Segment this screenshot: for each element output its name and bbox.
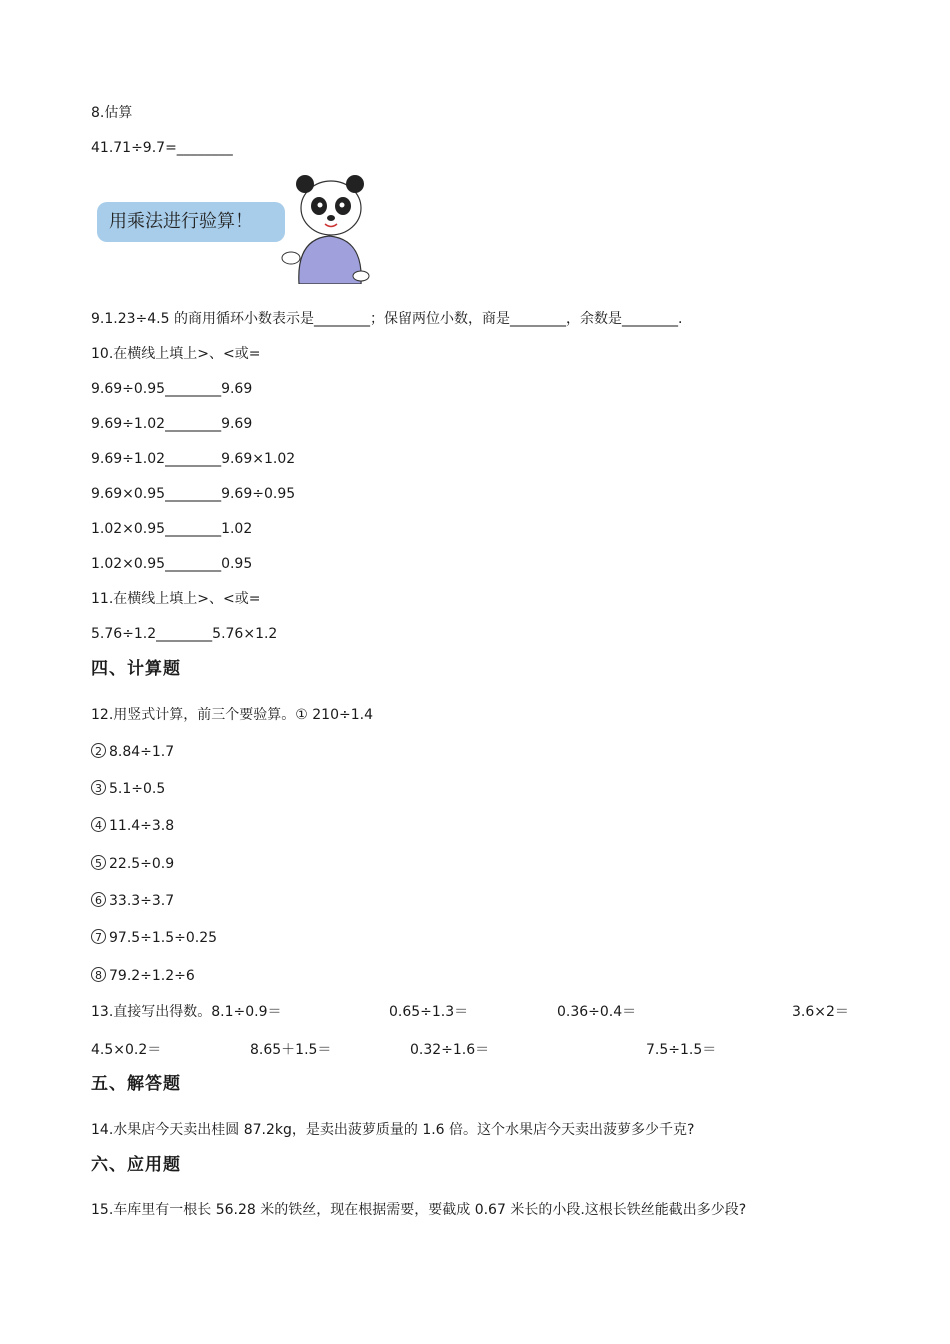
q13-problem: 0.65÷1.3＝ [389, 1004, 469, 1020]
q11-title: 11.在横线上填上>、<或= [91, 591, 261, 607]
q12-expression: 22.5÷0.9 [109, 856, 175, 872]
circled-number: 2 [91, 743, 106, 758]
circled-number: 6 [91, 892, 106, 907]
q12-item [91, 780, 165, 798]
speech-bubble-text: 用乘法进行验算！ [109, 211, 253, 232]
section-heading-6: 六、应用题 [91, 1155, 181, 1175]
q13-problem: 0.32÷1.6＝ [410, 1042, 490, 1058]
circled-number: 8 [91, 967, 106, 982]
q12-item [91, 892, 174, 910]
q13-problem: 4.5×0.2＝ [91, 1042, 162, 1058]
q12-item [91, 967, 195, 985]
q10-row: 1.02×0.95________1.02 [91, 521, 253, 537]
q15-text: 15.车库里有一根长 56.28 米的铁丝，现在根据需要，要截成 0.67 米长的小段.这根长铁丝能截出多少段? [91, 1202, 747, 1218]
circled-number: 4 [91, 817, 106, 832]
q13-problem: 0.36÷0.4＝ [557, 1004, 637, 1020]
q12-item [91, 743, 174, 761]
q12-expression: 5.1÷0.5 [109, 781, 166, 797]
q13-problem: 8.65＋1.5＝ [250, 1042, 332, 1058]
q10-row: 9.69÷1.02________9.69×1.02 [91, 451, 296, 467]
q11-row: 5.76÷1.2________5.76×1.2 [91, 626, 278, 642]
q10-row: 1.02×0.95________0.95 [91, 556, 253, 572]
panda-illustration [95, 172, 375, 284]
q10-title: 10.在横线上填上>、<或= [91, 346, 261, 362]
q10-row: 9.69×0.95________9.69÷0.95 [91, 486, 296, 502]
q13-title: 13.直接写出得数。8.1÷0.9＝ [91, 1004, 282, 1020]
circled-number: 7 [91, 929, 106, 944]
q10-row: 9.69÷1.02________9.69 [91, 416, 253, 432]
q10-row: 9.69÷0.95________9.69 [91, 381, 253, 397]
section-heading-5: 五、解答题 [91, 1074, 181, 1094]
q12-title: 12.用竖式计算，前三个要验算。① 210÷1.4 [91, 707, 373, 723]
q12-expression: 11.4÷3.8 [109, 818, 175, 834]
q9-text: 9.1.23÷4.5 的商用循环小数表示是________；保留两位小数，商是________，余数是________. [91, 311, 683, 327]
circled-number: 5 [91, 855, 106, 870]
q12-expression: 97.5÷1.5÷0.25 [109, 930, 218, 946]
q12-item [91, 929, 217, 947]
q13-problem: 7.5÷1.5＝ [646, 1042, 717, 1058]
q12-expression: 8.84÷1.7 [109, 744, 175, 760]
q14-text: 14.水果店今天卖出桂圆 87.2kg，是卖出菠萝质量的 1.6 倍。这个水果店今天卖出菠萝多少千克? [91, 1122, 695, 1138]
q12-item [91, 817, 174, 835]
q8-title: 8.估算 [91, 105, 133, 121]
q8-expression: 41.71÷9.7=________ [91, 140, 233, 156]
panda-icon [279, 172, 375, 284]
q12-expression: 33.3÷3.7 [109, 893, 175, 909]
q12-item [91, 855, 174, 873]
circled-number: 3 [91, 780, 106, 795]
q13-problem: 3.6×2＝ [792, 1004, 849, 1020]
speech-bubble [97, 202, 285, 242]
section-heading-4: 四、计算题 [91, 659, 181, 679]
q12-expression: 79.2÷1.2÷6 [109, 968, 195, 984]
